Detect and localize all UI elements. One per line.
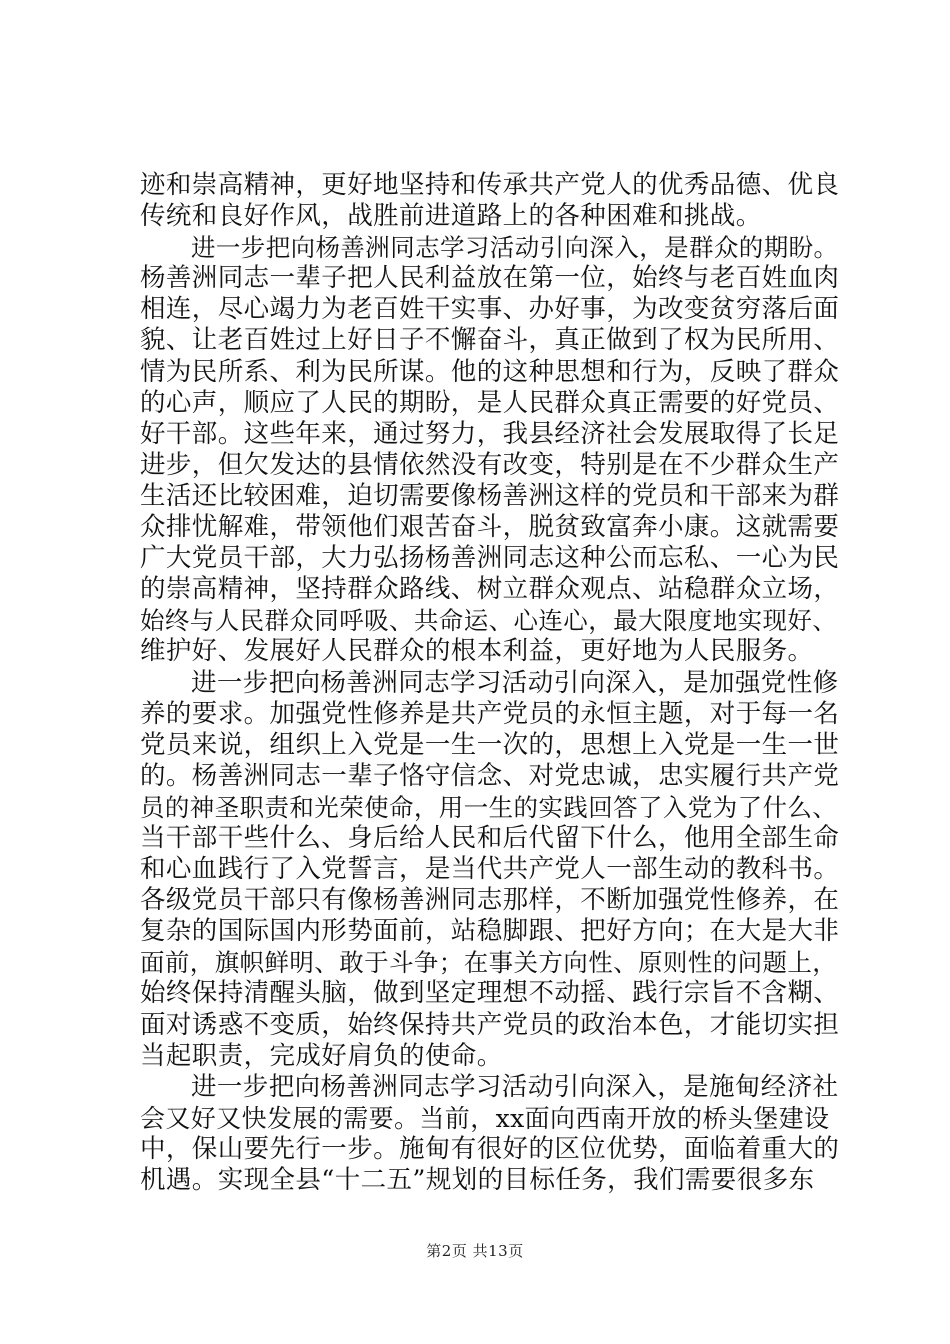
text-line: 党员来说，组织上入党是一生一次的，思想上入党是一生一世 bbox=[140, 729, 840, 760]
text-line: 进步，但欠发达的县情依然没有改变，特别是在不少群众生产 bbox=[140, 449, 840, 480]
text-line: 会又好又快发展的需要。当前，xx面向西南开放的桥头堡建设 bbox=[140, 1103, 830, 1133]
text-line: 始终保持清醒头脑，做到坚定理想不动摇、践行宗旨不含糊、 bbox=[140, 978, 840, 1009]
text-line: 机遇。实现全县“十二五”规划的目标任务，我们需要很多东 bbox=[140, 1165, 815, 1195]
text-line: 的崇高精神，坚持群众路线、树立群众观点、站稳群众立场， bbox=[140, 574, 840, 605]
text-line: 养的要求。加强党性修养是共产党员的永恒主题，对于每一名 bbox=[140, 698, 840, 729]
text-line: 的。杨善洲同志一辈子恪守信念、对党忠诚，忠实履行共产党 bbox=[140, 760, 840, 791]
text-line: 始终与人民群众同呼吸、共命运、心连心，最大限度地实现好、 bbox=[140, 606, 838, 636]
paragraph-first-line: 进一步把向杨善洲同志学习活动引向深入，是施甸经济社 bbox=[191, 1071, 839, 1102]
text-line: 的心声，顺应了人民的期盼，是人民群众真正需要的好党员、 bbox=[140, 387, 840, 418]
text-line: 当干部干些什么、身后给人民和后代留下什么，他用全部生命 bbox=[140, 822, 840, 853]
text-line: 众排忧解难，带领他们艰苦奋斗，脱贫致富奔小康。这就需要 bbox=[140, 512, 840, 543]
paragraph-first-line: 进一步把向杨善洲同志学习活动引向深入，是群众的期盼。 bbox=[191, 233, 839, 263]
text-line: 员的神圣职责和光荣使命，用一生的实践回答了入党为了什么、 bbox=[140, 792, 838, 822]
text-line: 杨善洲同志一辈子把人民利益放在第一位，始终与老百姓血肉 bbox=[140, 263, 840, 294]
text-line: 和心血践行了入党誓言，是当代共产党人一部生动的教科书。 bbox=[140, 854, 840, 885]
text-line: 迹和崇高精神，更好地坚持和传承共产党人的优秀品德、优良 bbox=[140, 170, 840, 200]
body-text bbox=[140, 170, 840, 1196]
text-line: 各级党员干部只有像杨善洲同志那样，不断加强党性修养，在 bbox=[140, 885, 840, 916]
text-line: 好干部。这些年来，通过努力，我县经济社会发展取得了长足 bbox=[140, 418, 840, 449]
text-line: 生活还比较困难，迫切需要像杨善洲这样的党员和干部来为群 bbox=[140, 480, 840, 511]
text-line: 面对诱惑不变质，始终保持共产党员的政治本色，才能切实担 bbox=[140, 1009, 840, 1040]
text-line: 传统和良好作风，战胜前进道路上的各种困难和挑战。 bbox=[140, 201, 762, 232]
text-line: 貌、让老百姓过上好日子不懈奋斗，真正做到了权为民所用、 bbox=[140, 325, 840, 356]
text-line: 中，保山要先行一步。施甸有很好的区位优势，面临着重大的 bbox=[140, 1133, 840, 1164]
text-line: 广大党员干部，大力弘扬杨善洲同志这种公而忘私、一心为民 bbox=[140, 543, 840, 574]
text-line: 情为民所系、利为民所谋。他的这种思想和行为，反映了群众 bbox=[140, 356, 840, 387]
text-line: 当起职责，完成好肩负的使命。 bbox=[140, 1040, 503, 1071]
text-line: 复杂的国际国内形势面前，站稳脚跟、把好方向；在大是大非 bbox=[140, 916, 840, 947]
paragraph-first-line: 进一步把向杨善洲同志学习活动引向深入，是加强党性修 bbox=[191, 667, 839, 698]
text-line: 相连，尽心竭力为老百姓干实事、办好事，为改变贫穷落后面 bbox=[140, 294, 840, 325]
text-line: 维护好、发展好人民群众的根本利益，更好地为人民服务。 bbox=[140, 636, 814, 667]
text-line: 面前，旗帜鲜明、敢于斗争；在事关方向性、原则性的问题上， bbox=[140, 948, 838, 978]
page-footer: 第2页 共13页 bbox=[426, 1242, 524, 1260]
